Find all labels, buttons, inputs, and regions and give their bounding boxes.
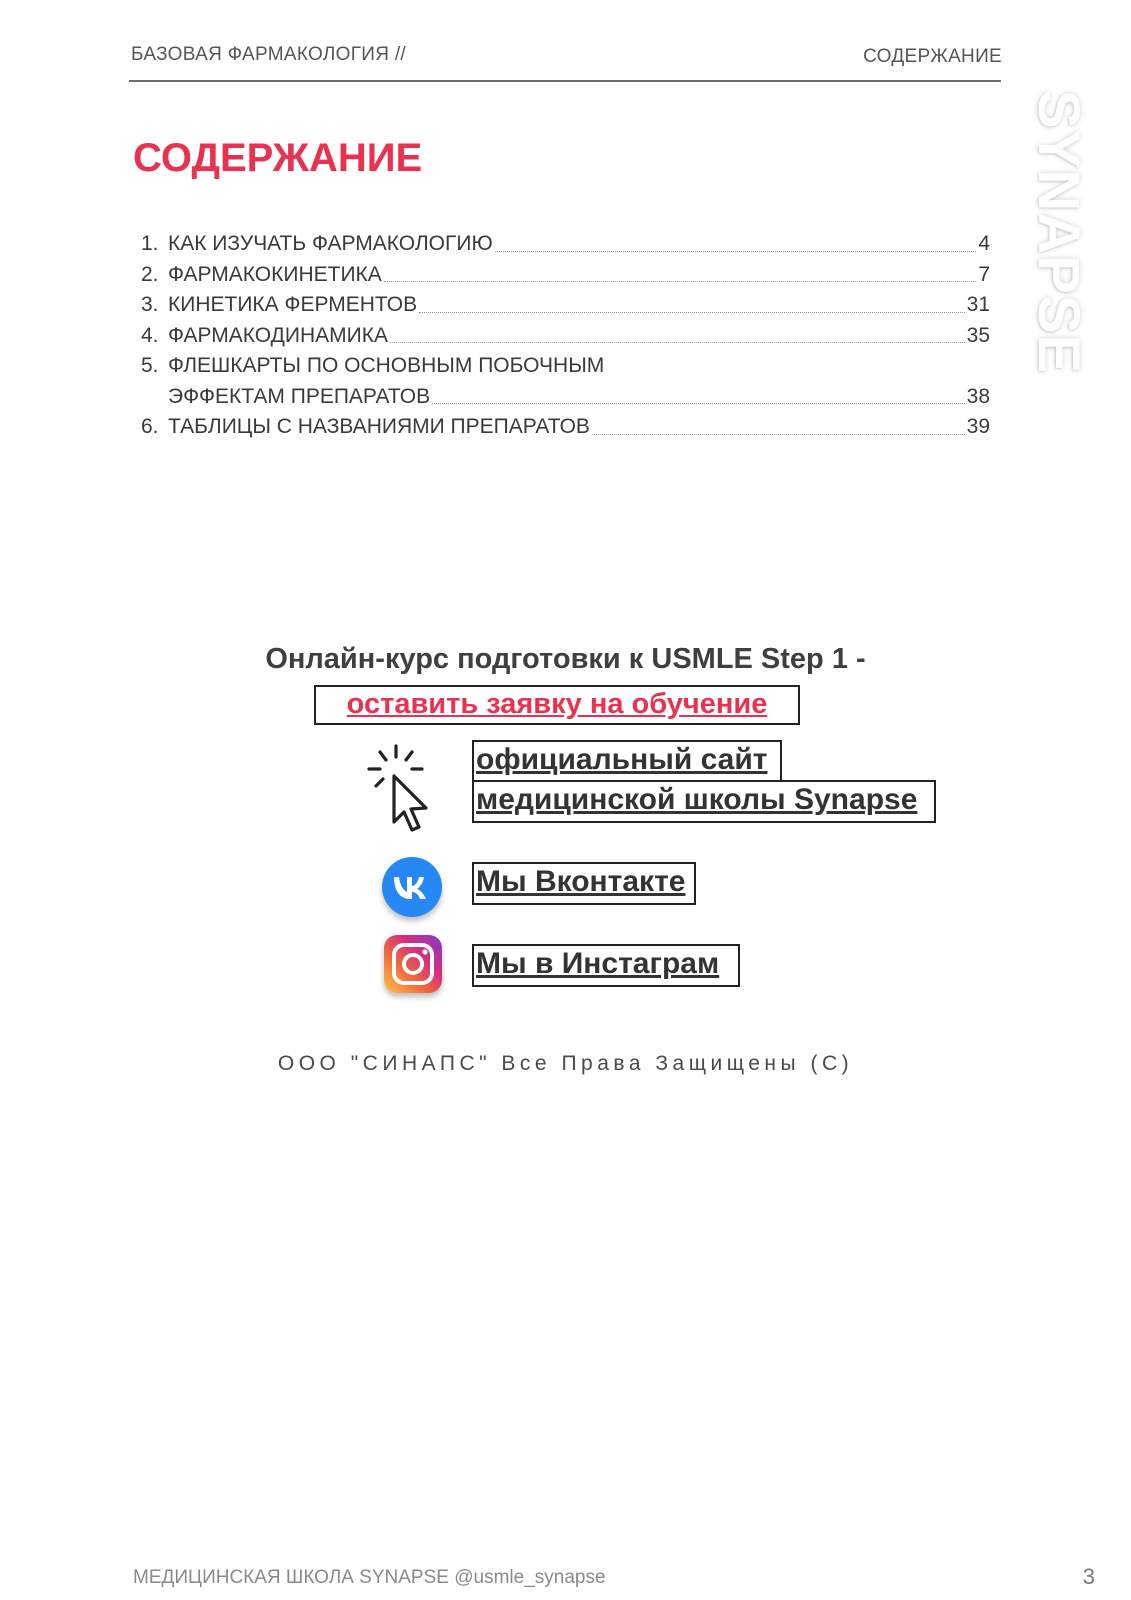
toc-leader-dots [495,251,977,252]
toc-leader-dots [384,281,977,282]
toc-leader-dots [390,342,965,343]
vk-logo-icon[interactable] [376,855,448,927]
toc-item-number: 3. [141,293,159,316]
toc-item-page: 31 [966,293,990,316]
toc-item[interactable] [141,351,990,382]
official-site-link-line2[interactable]: медицинской школы Synapse [472,780,936,823]
toc-leader-dots [432,403,965,404]
course-promo-headline: Онлайн-курс подготовки к USMLE Step 1 - [265,643,866,675]
table-of-contents [141,229,990,443]
toc-item-number: 5. [141,354,159,377]
toc-item-title: ЭФФЕКТАМ ПРЕПАРАТОВ [168,384,431,408]
toc-item-number: 2. [141,262,159,286]
toc-item-page: 35 [966,323,990,347]
toc-item-title: ФАРМАКОДИНАМИКА [168,323,388,347]
apply-course-link[interactable]: оставить заявку на обучение [314,685,800,725]
header-divider [129,80,1001,82]
toc-item-number: 6. [141,415,159,438]
toc-item[interactable] [141,229,990,260]
page-number: 3 [1082,1564,1095,1589]
toc-item[interactable] [141,321,990,352]
instagram-link[interactable]: Мы в Инстаграм [472,944,740,987]
click-cursor-icon[interactable] [366,742,438,834]
vk-link[interactable]: Мы Вконтакте [472,862,696,905]
toc-item-title: ФАРМАКОКИНЕТИКА [168,262,382,286]
toc-item[interactable] [141,382,990,413]
page-title: СОДЕРЖАНИЕ [133,136,423,180]
official-site-link[interactable]: официальный сайт [472,740,782,782]
toc-leader-dots [592,434,965,435]
footer-text: МЕДИЦИНСКАЯ ШКОЛА SYNAPSE @usmle_synapse [133,1567,606,1588]
toc-item-page: 39 [966,415,990,438]
toc-item-title: КИНЕТИКА ФЕРМЕНТОВ [168,293,418,316]
toc-item-title: КАК ИЗУЧАТЬ ФАРМАКОЛОГИЮ [168,232,493,255]
toc-item[interactable] [141,412,990,443]
toc-item-number: 4. [141,323,159,347]
running-header-title: БАЗОВАЯ ФАРМАКОЛОГИЯ // [131,44,406,65]
toc-item-page: 4 [978,232,990,255]
toc-item-page: 7 [978,262,990,286]
toc-item-page: 38 [966,384,990,408]
toc-item[interactable] [141,290,990,321]
synapse-watermark: SYNAPSE [1026,90,1091,375]
toc-item[interactable] [141,260,990,291]
toc-item-title: ФЛЕШКАРТЫ ПО ОСНОВНЫМ ПОБОЧНЫМ [168,354,605,377]
instagram-logo-icon[interactable] [380,932,446,1002]
running-header-section: СОДЕРЖАНИЕ [863,46,1002,67]
copyright-notice: ООО "СИНАПС" Все Права Защищены (С) [277,1052,854,1075]
toc-leader-dots [419,312,965,313]
toc-item-title: ТАБЛИЦЫ С НАЗВАНИЯМИ ПРЕПАРАТОВ [168,415,590,438]
toc-item-number: 1. [141,232,159,255]
